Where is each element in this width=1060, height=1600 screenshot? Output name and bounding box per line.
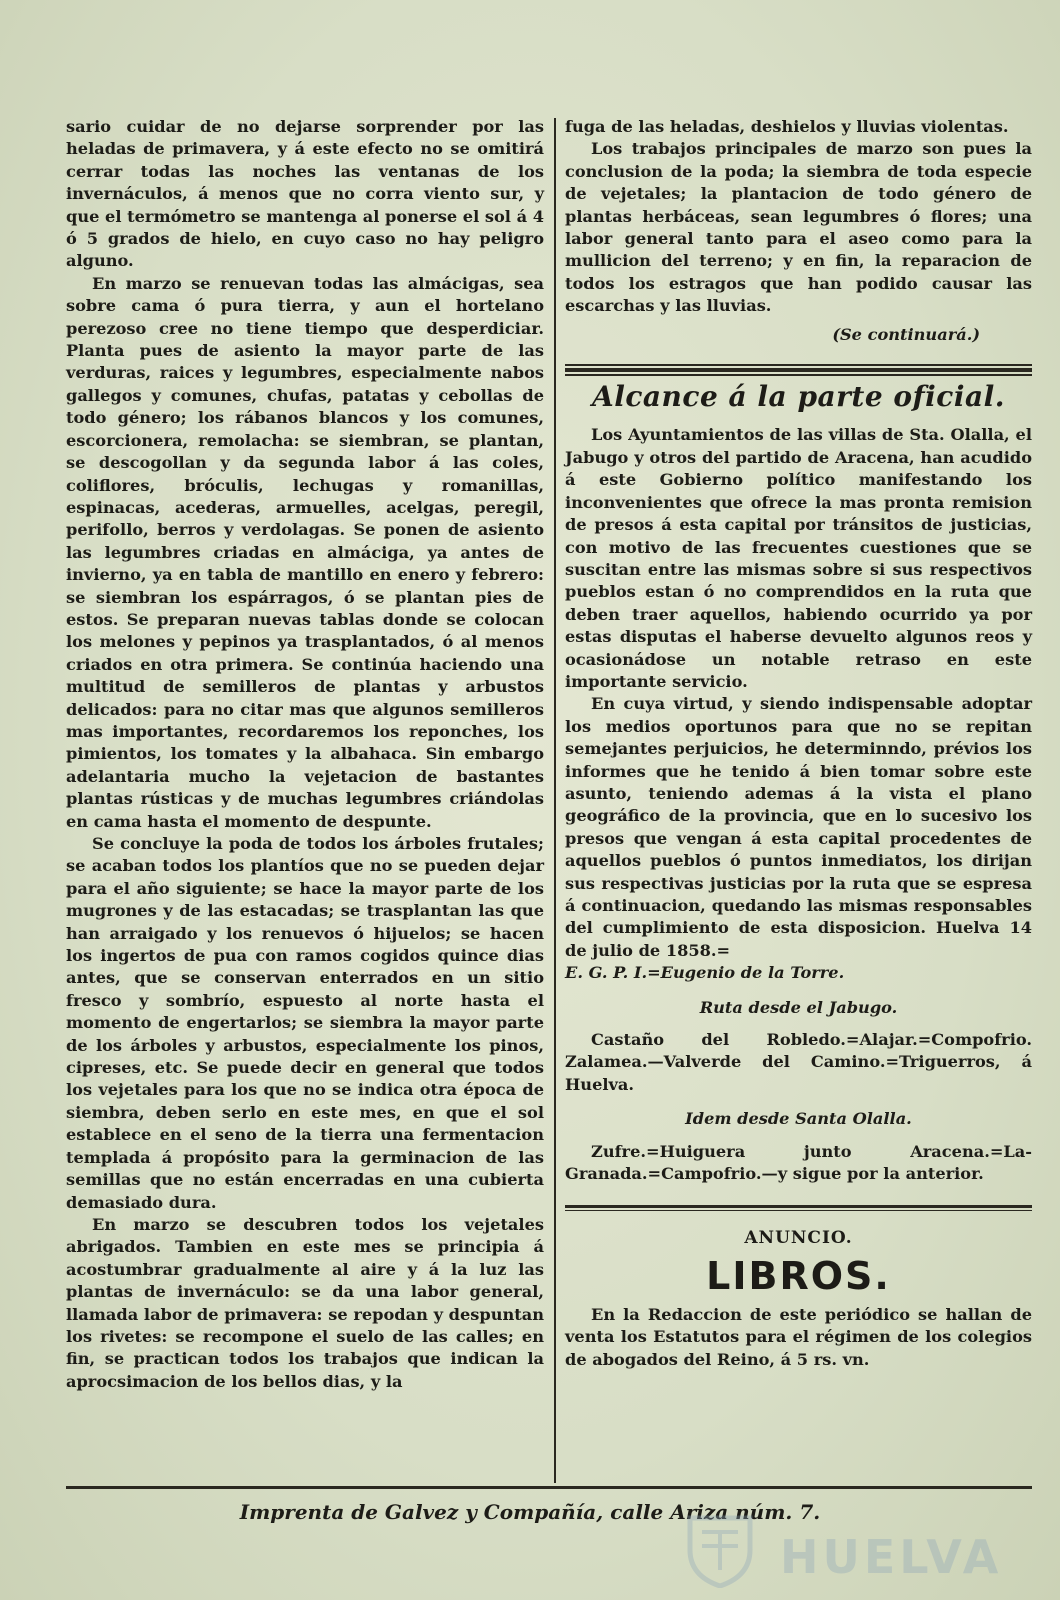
route-title: Idem desde Santa Olalla. xyxy=(685,1109,912,1129)
paragraph: En marzo se descubren todos los vejetales abrigados. Tambien en este mes se principia á acostumbrar gradualmente al aire y á la luz las plantas de invernáculo: se da una labor general, llamada labor de primavera: se repodan y despuntan los rivetes: se recompone el suelo de las calles; en fin, se practican todos los trabajos que indican la aprocsimacion de los bellos dias, y la xyxy=(66,1214,544,1391)
signature-line: E. G. P. I.=Eugenio de la Torre. xyxy=(565,963,845,983)
left-column xyxy=(66,116,544,1393)
announcement-label: ANUNCIO. xyxy=(744,1228,853,1249)
paragraph: Se concluye la poda de todos los árboles frutales; se acaban todos los plantíos que no se pueden dejar para el año siguiente; se hace la mayor parte de los mugrones y de las estacadas; se trasplantan las que han arraigado y los renuevos ó hijuelos; se hacen los ingertos de pua con ramos cogidos quince dias antes, que se conservan enterrados en un sitio fresco y sombrío, espuesto al norte hasta el momento de engertarlos; se siembra la mayor parte de los árboles y arbustos, especialmente los pinos, cipreses, etc. Se puede decir en general que todos los vejetales para los que no se indica otra época de siembra, deben serlo en este mes, en que el sol establece en el seno de la tierra una fermentacion templada á propósito para la germinacion de las semillas que no están encerradas en una cubierta demasiado dura. xyxy=(66,834,544,1212)
column-divider xyxy=(554,118,556,1483)
paragraph: En marzo se renuevan todas las almácigas, sea sobre cama ó pura tierra, y aun el hortelano perezoso cree no tiene tiempo que desperdiciar. Planta pues de asiento la mayor parte de las verduras, raices y legumbres, especialmente nabos gallegos y comunes, chufas, patatas y cebollas de todo género; los rábanos blancos y los comunes, escorcionera, remolacha: se siembran, se plantan, se descogollan y da segunda labor á las coles, coliflores, bróculis, lechugas y romanillas, espinacas, acederas, armuelles, acelgas, peregil, perifollo, berros y verdolagas. Se ponen de asiento las legumbres criadas en almáciga, ya antes de invierno, ya en tabla de mantillo en enero y febrero: se siembran los espárragos, ó se plantan pies de estos. Se preparan nuevas tablas donde se colocan los melones y pepinos ya trasplantados, ó al menos criados en otra primera. Se continúa haciendo una multitud de semilleros de plantas y arbustos delicados: para no citar mas que algunos semilleros mas importantes, recordaremos los reponches, los pimientos, los tomates y la albahaca. Sin embargo adelantaria mucho la vejetacion de bastantes plantas rústicas y de muchas legumbres criándolas en cama hasta el momento de despunte. xyxy=(66,273,544,831)
route-title: Ruta desde el Jabugo. xyxy=(699,997,898,1017)
right-column xyxy=(565,116,1032,1371)
paragraph: Los trabajos principales de marzo son pues la conclusion de la poda; la siembra de toda especie de vejetales; la plantacion de todo género de plantas herbáceas, sean legumbres ó flores; una labor general tanto para el aseo como para la mullicion del terreno; y en fin, la reparacion de todos los estragos que han podido causar las escarchas y las lluvias. xyxy=(565,139,1032,316)
watermark xyxy=(640,1510,1020,1590)
section-rule xyxy=(565,364,1032,376)
footer-rule xyxy=(66,1486,1032,1489)
paragraph: Los Ayuntamientos de las villas de Sta. Olalla, el Jabugo y otros del partido de Aracena, han acudido á este Gobierno político manifestando los inconvenientes que ofrece la mas pronta remision de presos á esta capital por tránsitos de justicias, con motivo de las frecuentes cuestiones que se suscitan entre las mismas sobre si sus respectivos pueblos estan ó no comprendidos en la ruta que deben traer aquellos, habiendo ocurrido ya por estas disputas el haberse devuelto algunos reos y ocasionádose un notable retraso en este importante servicio. xyxy=(565,425,1032,691)
paragraph: sario cuidar de no dejarse sorprender por las heladas de primavera, y á este efecto no se omitirá cerrar todas las noches las ventanas de los invernáculos, á menos que no corra viento sur, y que el termómetro se mantenga al ponerse el sol á 4 ó 5 grados de hielo, en cuyo caso no hay peligro alguno. xyxy=(66,117,544,271)
imprint-line: Imprenta de Galvez y Compañía, calle Ariza núm. 7. xyxy=(239,1500,821,1524)
shield-crest-icon xyxy=(680,1510,760,1588)
route-text: Castaño del Robledo.=Alajar.=Compofrio. Zalamea.—Valverde del Camino.=Triguerros, á Huelva. xyxy=(565,1030,1032,1094)
paragraph: fuga de las heladas, deshielos y lluvias violentas. xyxy=(565,117,1009,136)
route-text: Zufre.=Huiguera junto Aracena.=La-Granada.=Campofrio.—y sigue por la anterior. xyxy=(565,1141,1032,1184)
continuation-note: (Se continuará.) xyxy=(832,324,980,344)
announcement-rule xyxy=(565,1205,1032,1211)
paragraph: En cuya virtud, y siendo indispensable adoptar los medios oportunos para que no se repitan semejantes perjuicios, he determinndo, prévios los informes que he tenido á bien tomar sobre este asunto, teniendo ademas á la vista el plano geográfico de la provincia, que en lo sucesivo los presos que vengan á esta capital procedentes de aquellos pueblos ó puntos inmediatos, los dirijan sus respectivas justicias por la ruta que se espresa á continuacion, quedando las mismas responsables del cumplimiento de esta disposicion. Huelva 14 de julio de 1858.= xyxy=(565,694,1032,960)
announcement-text: En la Redaccion de este periódico se hallan de venta los Estatutos para el régimen de los colegios de abogados del Reino, á 5 rs. vn. xyxy=(565,1304,1032,1369)
watermark-text: HUELVA xyxy=(780,1530,1003,1584)
section-heading: Alcance á la parte oficial. xyxy=(592,380,1005,414)
announcement-title: LIBROS. xyxy=(706,1253,891,1298)
